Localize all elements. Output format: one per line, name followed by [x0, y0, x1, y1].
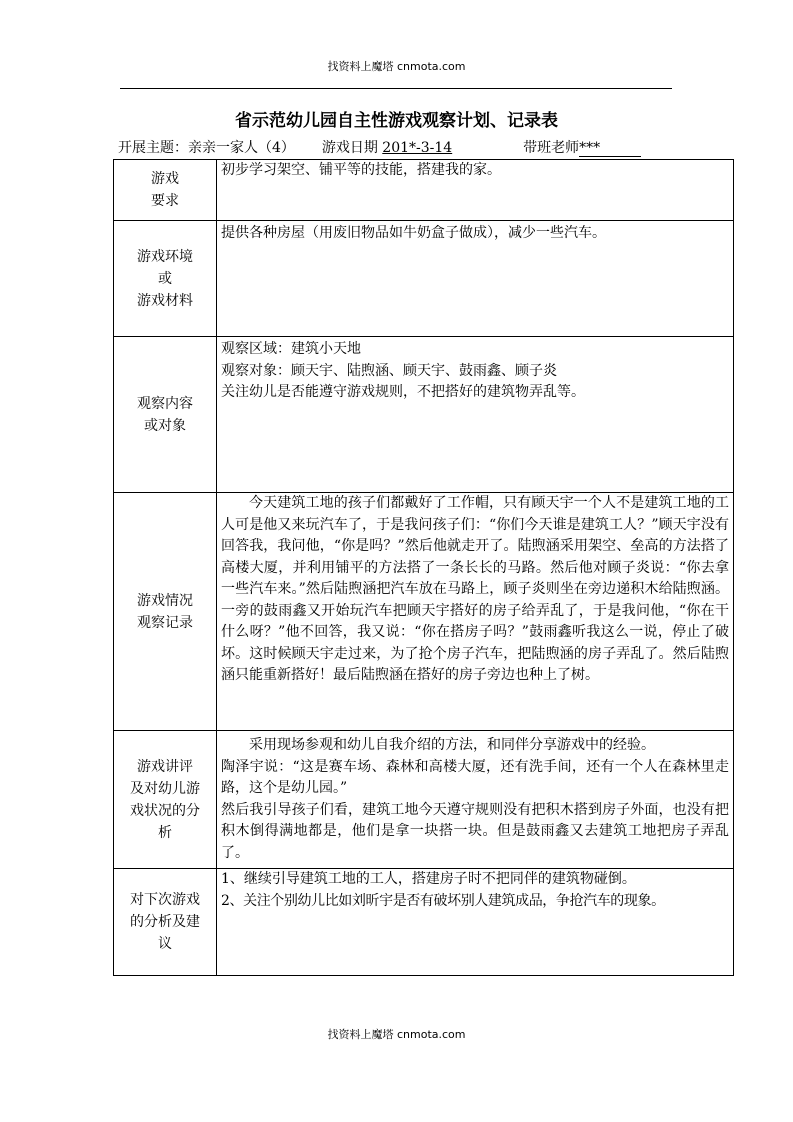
row-suggestion [114, 869, 734, 976]
content-record [217, 493, 734, 731]
content-line: 关注幼儿是否能遵守游戏规则，不把搭好的建筑物弄乱等。 [221, 384, 585, 400]
content-line: 观察对象：顾天宇、陆煦涵、顾天宇、鼓雨鑫、顾子炎 [221, 362, 557, 379]
content-paragraph: 陶泽宇说：“这是赛车场、森林和高楼大厦，还有洗手间，还有一个人在森林里走路，这个是幼儿园。” [221, 758, 729, 796]
header-divider [120, 88, 672, 89]
record-table [113, 159, 734, 976]
label-environment [114, 221, 217, 337]
row-review [114, 731, 734, 869]
label-text: 对下次游戏 的分析及建 议 [130, 892, 200, 952]
teacher-label: 带班老师 [523, 140, 580, 156]
label-text: 观察内容 或对象 [137, 395, 193, 434]
label-text: 游戏环境 或 游戏材料 [137, 248, 193, 309]
content-line: 初步学习架空、铺平等的技能，搭建我的家。 [221, 162, 501, 178]
label-record [114, 493, 217, 731]
content-suggestion [217, 869, 734, 976]
content-environment [217, 221, 734, 337]
content-paragraph: 今天建筑工地的孩子们都戴好了工作帽，只有顾天宇一个人不是建筑工地的工人可是他又来玩汽车了，于是我问孩子们：“你们今天谁是建筑工人？”顾天宇没有回答我，我问他，“你是吗？”然后他就走开了。陆煦涵采用架空、垒高的方法搭了高楼大厦，并利用铺平的方法搭了一条长长的马路。然后他对顾子炎说：“你去拿一些汽车来。”然后陆煦涵把汽车放在马路上，顾子炎则坐在旁边递积木给陆煦涵。一旁的鼓雨鑫又开始玩汽车把顾天宇搭好的房子给弄乱了，于是我问他，“你在干什么呀？”他不回答，我又说：“你在搭房子吗？”鼓雨鑫听我这么一说，停止了破坏。这时候顾天宇走过来，为了抢个房子汽车，把陆煦涵的房子弄乱了。然后陆煦涵只能重新搭好！最后陆煦涵在搭好的房子旁边也种上了树。 [221, 495, 729, 683]
content-line: 2、关注个别幼儿比如刘昕宇是否有破坏别人建筑成品，争抢汽车的现象。 [221, 892, 665, 909]
content-paragraph: 采用现场参观和幼儿自我介绍的方法，和同伴分享游戏中的经验。 [249, 737, 655, 753]
content-line: 观察区域：建筑小天地 [221, 341, 361, 357]
meta-line [118, 137, 738, 157]
document-title: 省示范幼儿园自主性游戏观察计划、记录表 [235, 111, 558, 131]
content-paragraph: 然后我引导孩子们看，建筑工地今天遵守规则没有把积木搭到房子外面，也没有把积木倒得满地都是，他们是拿一块搭一块。但是鼓雨鑫又去建筑工地把房子弄乱了。 [221, 801, 729, 861]
row-environment [114, 221, 734, 337]
label-requirement [114, 160, 217, 221]
row-requirement [114, 160, 734, 221]
row-record [114, 493, 734, 731]
theme-value: 亲亲一家人（4） [188, 140, 295, 156]
label-observation [114, 337, 217, 493]
page-footer: 找资料上魔塔 cnmota.com [327, 1028, 466, 1041]
theme-label: 开展主题： [118, 140, 188, 156]
content-review [217, 731, 734, 869]
content-line: 1、继续引导建筑工地的工人，搭建房子时不把同伴的建筑物碰倒。 [221, 871, 636, 887]
label-review [114, 731, 217, 869]
page-header: 找资料上魔塔 cnmota.com [327, 60, 466, 73]
date-label: 游戏日期 [321, 140, 378, 156]
teacher-value: *** [579, 140, 641, 157]
content-requirement [217, 160, 734, 221]
label-suggestion [114, 869, 217, 976]
content-line: 提供各种房屋（用废旧物品如牛奶盒子做成），减少一些汽车。 [221, 225, 606, 241]
row-observation [114, 337, 734, 493]
label-text: 游戏情况 观察记录 [137, 592, 193, 631]
label-text: 游戏 要求 [151, 171, 179, 209]
date-value: 201*-3-14 [382, 140, 453, 156]
content-observation [217, 337, 734, 493]
label-text: 游戏讲评 及对幼儿游 戏状况的分 析 [130, 758, 200, 841]
